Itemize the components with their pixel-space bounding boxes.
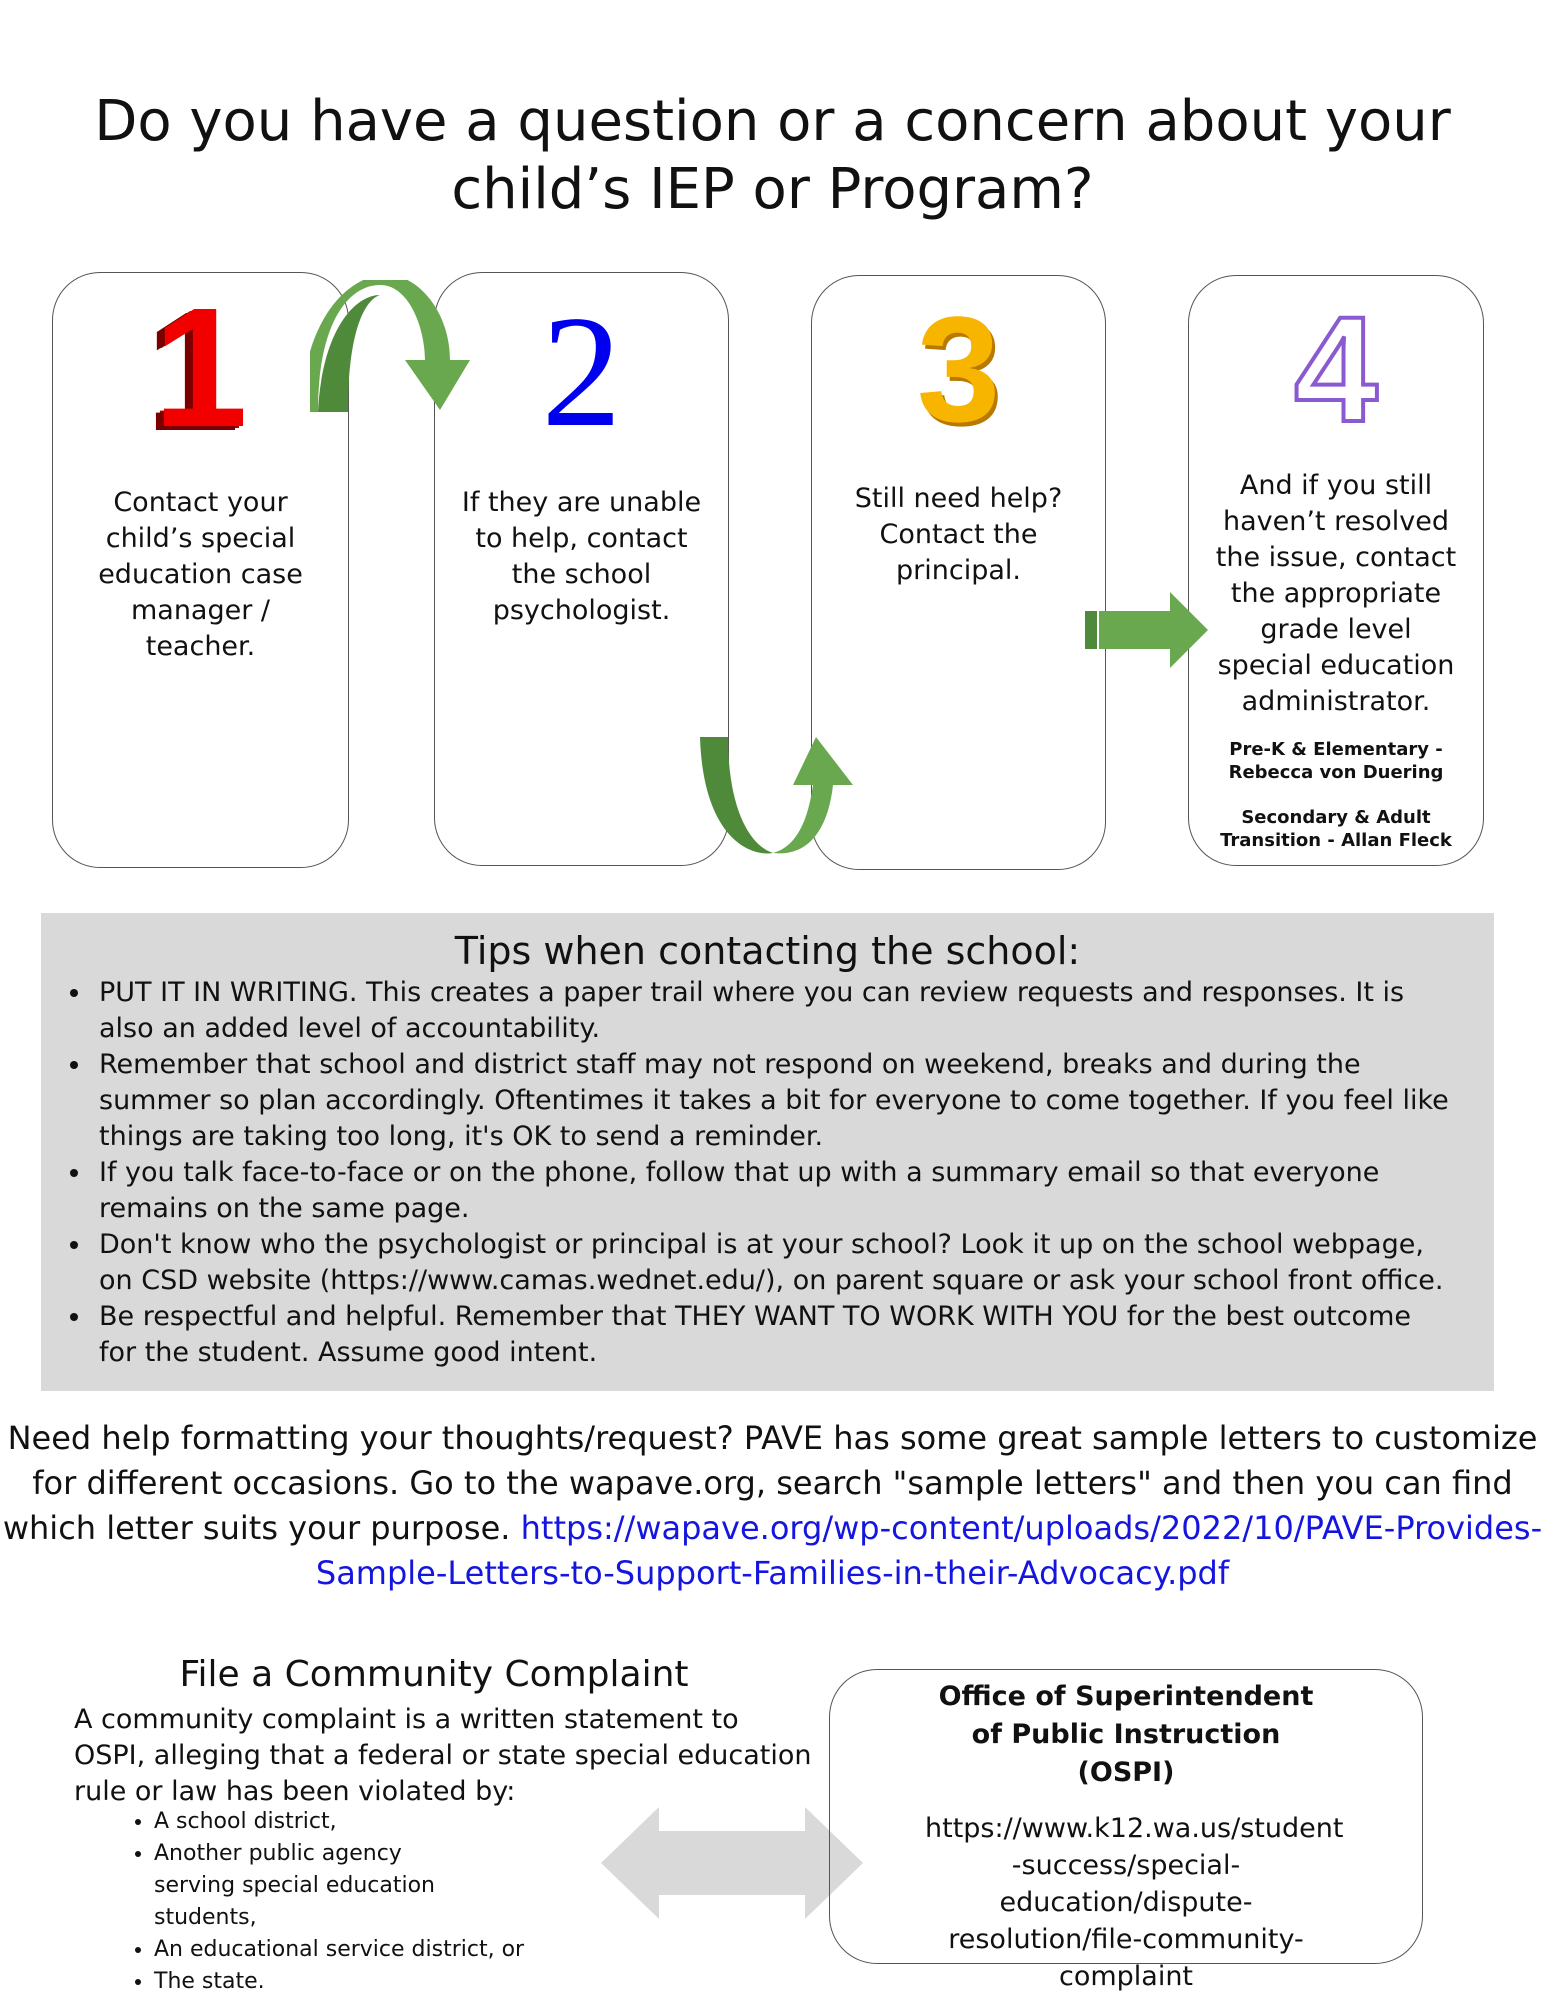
number-4-graphic: 4 [1294, 285, 1378, 453]
curved-arrow-2-to-3-icon [698, 735, 858, 860]
right-arrow-3-to-4-icon [1085, 592, 1210, 668]
complaint-item: • Another public agency serving special education students, [154, 1838, 454, 1934]
tip-item: • PUT IT IN WRITING. This creates a paper trail where you can review requests and responses. It is also an added level of accountability. [93, 975, 1454, 1047]
curved-arrow-1-to-2-icon [310, 280, 470, 420]
pave-paragraph [0, 1416, 1545, 1596]
tip-item: • Be respectful and helpful. Remember that THEY WANT TO WORK WITH YOU for the best outcome for the student. Assume good intent. [93, 1299, 1454, 1371]
complaint-list [152, 1806, 524, 1998]
double-arrow-icon [601, 1807, 863, 1919]
page-title: Do you have a question or a concern about your child’s IEP or Program? [94, 89, 1451, 222]
step-4-text: And if you still haven’t resolved the issue, contact the appropriate grade level special education administrator. [1215, 470, 1457, 717]
tips-heading: Tips when contacting the school: [454, 929, 1081, 973]
number-2-graphic: 2 [541, 282, 622, 460]
contact-secondary: Secondary & Adult Transition - Allan Fleck [1220, 807, 1452, 851]
complaint-item: • A school district, [154, 1806, 524, 1838]
complaint-description: A community complaint is a written statement to OSPI, alleging that a federal or state special education rule or law has been violated by: [74, 1704, 812, 1807]
step-3-text: Still need help? Contact the principal. [854, 483, 1063, 586]
tips-panel [41, 913, 1494, 1391]
tips-list [93, 975, 1454, 1371]
step-2-text: If they are unable to help, contact the school psychologist. [461, 487, 702, 626]
step-1-text: Contact your child’s special education case manager / teacher. [98, 487, 303, 662]
complaint-item: • The state. [154, 1966, 524, 1998]
tip-item: • Don't know who the psychologist or principal is at your school? Look it up on the school webpage, on CSD website (https://www.camas.wednet.edu/), on parent square or ask your school front office. [93, 1227, 1454, 1299]
step-1-card [52, 272, 349, 868]
step-2-card [434, 272, 729, 866]
number-3-graphic: 3 [916, 285, 1001, 453]
step-4-card [1188, 275, 1484, 866]
ospi-url[interactable]: https://www.k12.wa.us/student -success/special- education/dispute- resolution/file-community- complaint [925, 1813, 1344, 1992]
complaint-item: • An educational service district, or [154, 1934, 524, 1966]
ospi-box [829, 1669, 1423, 1992]
contact-elementary: Pre-K & Elementary - Rebecca von Duering [1228, 739, 1444, 783]
tip-item: • Remember that school and district staff may not respond on weekend, breaks and during the summer so plan accordingly. Oftentimes it takes a bit for everyone to come together. If you feel like things are taking too long, it's OK to send a reminder. [93, 1047, 1454, 1155]
tip-item: • If you talk face-to-face or on the phone, follow that up with a summary email so that everyone remains on the same page. [93, 1155, 1454, 1227]
number-1-graphic: 1 [153, 273, 248, 463]
complaint-heading: File a Community Complaint [179, 1654, 689, 1695]
pave-link[interactable]: https://wapave.org/wp-content/uploads/2022/10/PAVE-Provides-Sample-Letters-to-Support-Families-in-their-Advocacy.pdf [315, 1509, 1543, 1592]
pave-text: Need help formatting your thoughts/request? PAVE has some great sample letters to customize for different occasions. Go to the wapave.org, search "sample letters" and then you can find which letter suits your purpose. [2, 1419, 1538, 1547]
ospi-title: Office of Superintendent of Public Instruction (OSPI) [938, 1681, 1314, 1788]
